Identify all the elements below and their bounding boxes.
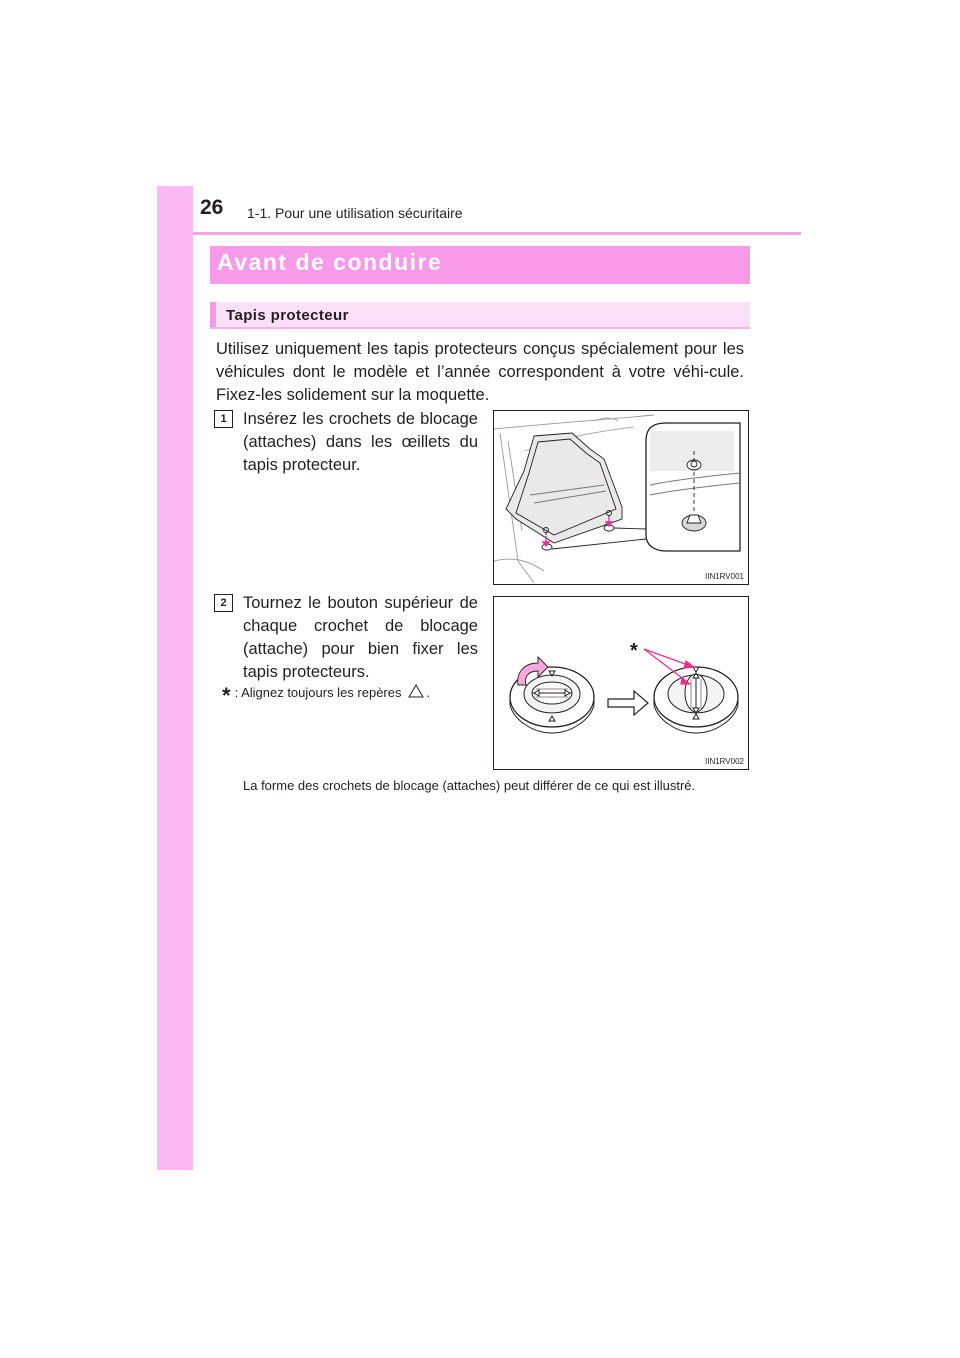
figure-code-2: IIN1RV002: [705, 757, 744, 766]
figure-code-1: IIN1RV001: [705, 572, 744, 581]
triangle-mark-icon: [408, 684, 424, 701]
subtitle-rule: [210, 327, 750, 329]
footnote-text: : Alignez toujours les repères: [234, 685, 402, 700]
hook-rotation-illustration: [494, 597, 748, 769]
footnote-star: *: [222, 683, 231, 708]
figure-hook-rotation: [493, 596, 749, 770]
page-title: Avant de conduire: [217, 249, 443, 275]
intro-paragraph: Utilisez uniquement les tapis protecteurs conçus spécialement pour les véhicules dont le modèle et l’année correspondent à votre véhi-cule. Fixez-les solidement sur la moquette.: [216, 340, 744, 404]
footnote-end: .: [426, 685, 431, 700]
page-number: 26: [200, 196, 224, 219]
section-label: 1-1. Pour une utilisation sécuritaire: [247, 205, 463, 221]
section-subtitle: Tapis protecteur: [226, 307, 349, 324]
step-number-1: 1: [214, 410, 233, 428]
step-2-text: Tournez le bouton supérieur de chaque crochet de blocage (attache) pour bien fixer les tapis protecteurs.: [243, 594, 478, 681]
subtitle-accent: [210, 302, 216, 328]
step-1-text: Insérez les crochets de blocage (attaches) dans les œillets du tapis protecteur.: [243, 410, 478, 474]
footnote: [222, 683, 431, 708]
side-tab-bar: [157, 186, 193, 1170]
header-rule: [193, 232, 801, 235]
note-paragraph: La forme des crochets de blocage (attaches) peut différer de ce qui est illustré.: [243, 778, 696, 793]
floor-mat-illustration: [494, 411, 748, 584]
figure-asterisk: *: [630, 640, 638, 662]
step-number-2: 2: [214, 594, 233, 612]
figure-floor-mat-hooks: [493, 410, 749, 585]
